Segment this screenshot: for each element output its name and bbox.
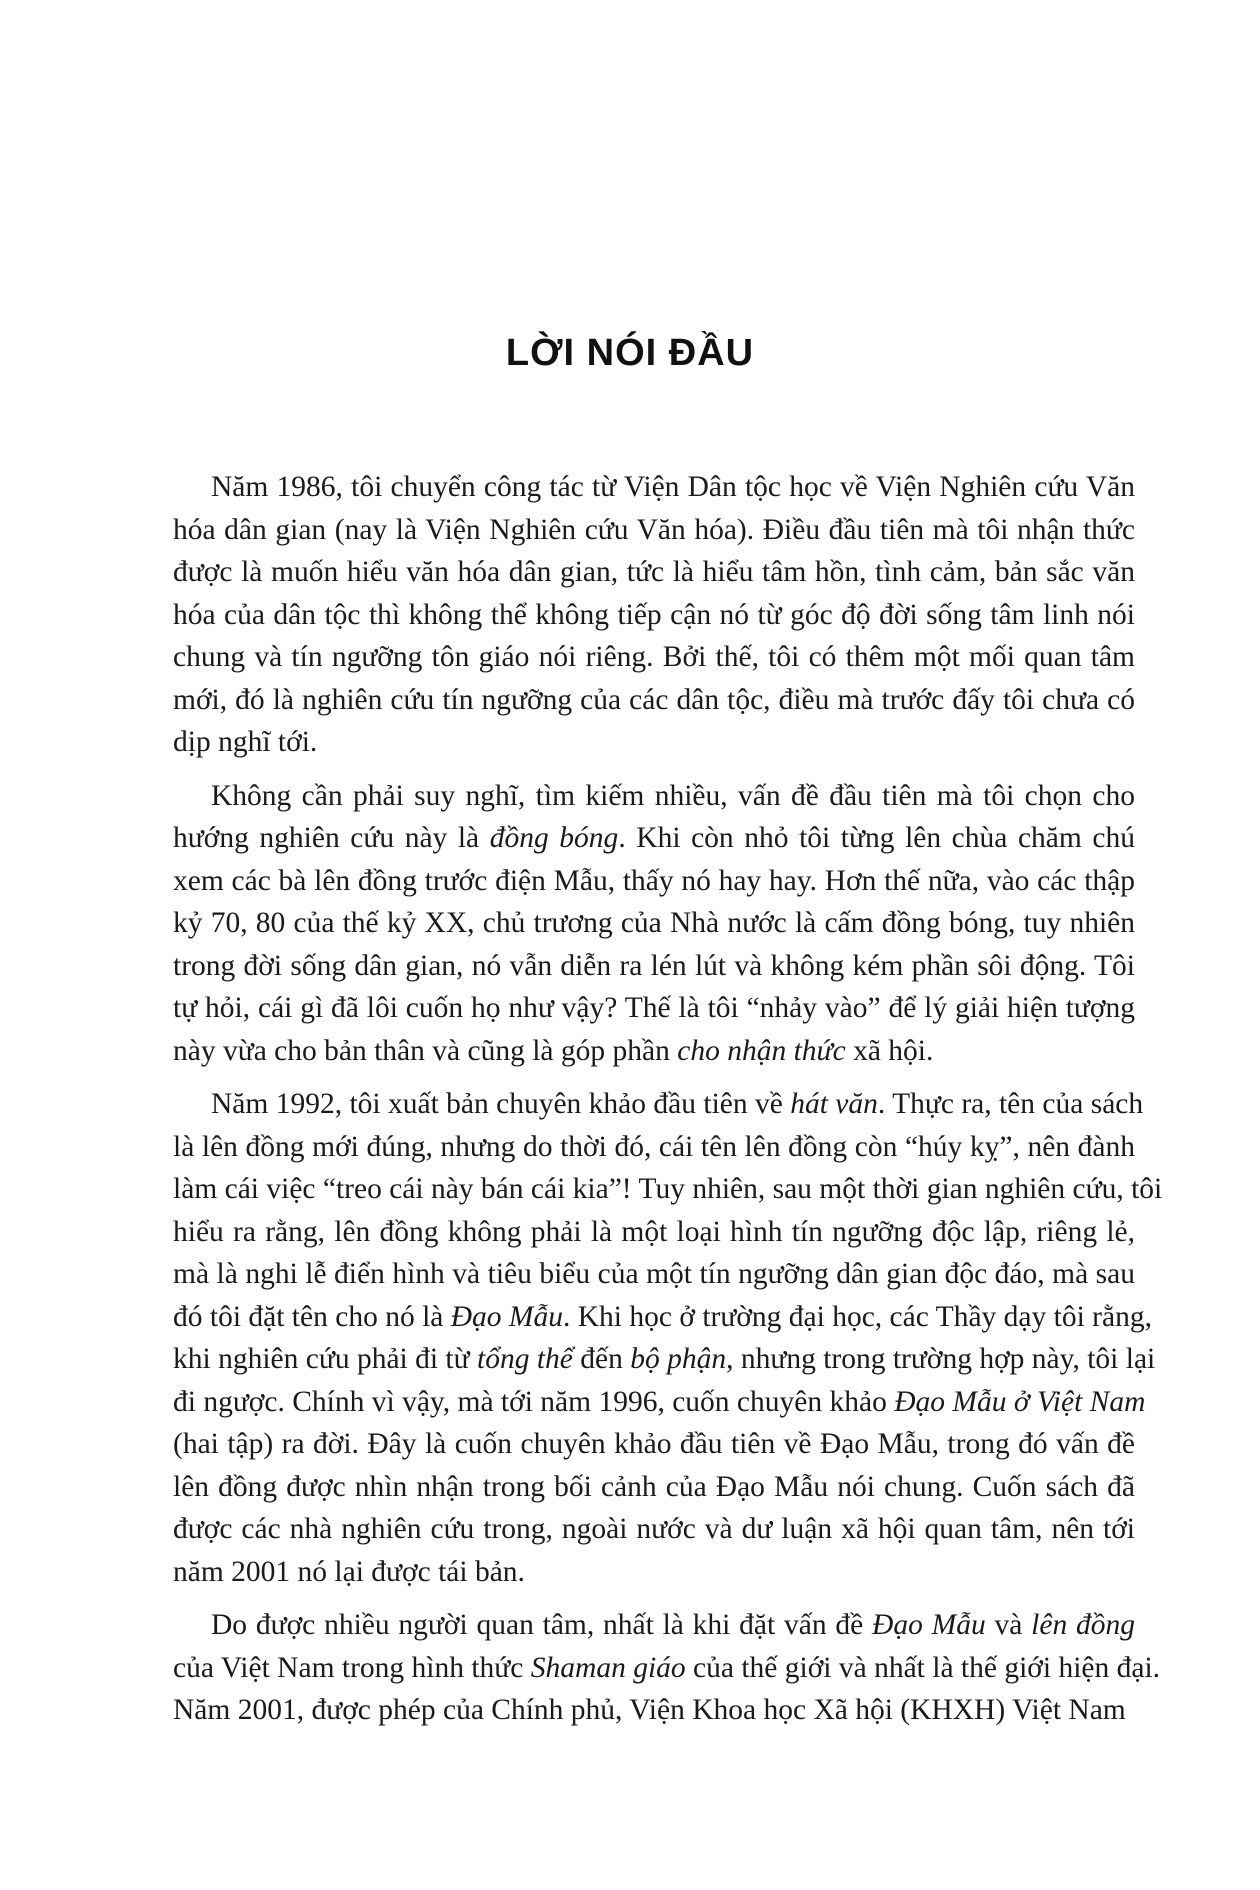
- italic-text: bộ phận: [630, 1343, 727, 1375]
- text-run: mới, đó là nghiên cứu tín ngưỡng của các dân tộc, điều mà trước đấy tôi chưa có: [173, 683, 1135, 716]
- text-run: của Việt Nam trong hình thức: [173, 1651, 531, 1684]
- italic-text: đồng bóng: [489, 822, 619, 854]
- text-line: [173, 721, 1135, 764]
- text-line: [173, 1168, 1163, 1211]
- text-run: lên đồng được nhìn nhận trong bối cảnh của Đạo Mẫu nói chung. Cuốn sách đã: [173, 1470, 1135, 1503]
- text-run: mà là nghi lễ điển hình và tiêu biểu của một tín ngưỡng dân gian độc đáo, mà sau: [173, 1258, 1135, 1290]
- text-run: Năm 2001, được phép của Chính phủ, Viện Khoa học Xã hội (KHXH) Việt Nam: [173, 1694, 1126, 1726]
- text-run: kỷ 70, 80 của thế kỷ XX, chủ trương của Nhà nước là cấm đồng bóng, tuy nhiên: [173, 907, 1135, 939]
- text-run: . Thực ra, tên của sách: [877, 1088, 1144, 1120]
- text-line: [173, 551, 1135, 594]
- text-line: [173, 1126, 1135, 1169]
- text-run: , nhưng trong trường hợp này, tôi lại: [726, 1343, 1156, 1375]
- text-run: (hai tập) ra đời. Đây là cuốn chuyên khảo đầu tiên về Đạo Mẫu, trong đó vấn đề: [173, 1428, 1135, 1460]
- text-line: [173, 860, 1135, 903]
- text-run: hiểu ra rằng, lên đồng không phải là một loại hình tín ngưỡng độc lập, riêng lẻ,: [173, 1215, 1135, 1248]
- text-run: Do được nhiều người quan tâm, nhất là khi đặt vấn đề: [211, 1609, 873, 1641]
- text-run: đi ngược. Chính vì vậy, mà tới năm 1996, cuốn chuyên khảo: [173, 1385, 895, 1418]
- text-run: được các nhà nghiên cứu trong, ngoài nước và dư luận xã hội quan tâm, nên tới: [173, 1513, 1135, 1545]
- italic-text: tổng thể: [477, 1343, 573, 1375]
- italic-text: Đạo Mẫu ở Việt Nam: [894, 1385, 1146, 1418]
- paragraph: [173, 1604, 1161, 1732]
- italic-text: cho nhận thức: [677, 1034, 846, 1067]
- text-line: [173, 594, 1135, 637]
- text-run: . Khi học ở trường đại học, các Thầy dạy tôi rằng,: [563, 1300, 1152, 1333]
- text-line: [173, 1604, 1135, 1647]
- text-run: năm 2001 nó lại được tái bản.: [173, 1555, 525, 1588]
- italic-text: lên đồng: [1031, 1609, 1135, 1641]
- text-run: hóa dân gian (nay là Viện Nghiên cứu Văn hóa). Điều đầu tiên mà tôi nhận thức: [173, 513, 1135, 546]
- text-line: [173, 679, 1135, 722]
- text-line: [173, 466, 1135, 509]
- text-run: hóa của dân tộc thì không thể không tiếp cận nó từ góc độ đời sống tâm linh nói: [173, 598, 1135, 631]
- text-line: [173, 945, 1135, 988]
- text-run: chung và tín ngưỡng tôn giáo nói riêng. Bởi thế, tôi có thêm một mối quan tâm: [173, 641, 1135, 673]
- text-run: này vừa cho bản thân và cũng là góp phần: [173, 1034, 678, 1067]
- text-run: xem các bà lên đồng trước điện Mẫu, thấy nó hay hay. Hơn thế nữa, vào các thập: [173, 864, 1135, 897]
- text-run: khi nghiên cứu phải đi từ: [173, 1343, 477, 1375]
- text-run: Không cần phải suy nghĩ, tìm kiếm nhiều, vấn đề đầu tiên mà tôi chọn cho: [211, 779, 1135, 812]
- paragraph: [173, 466, 1135, 764]
- text-run: là lên đồng mới đúng, nhưng do thời đó, cái tên lên đồng còn “húy kỵ”, nên đành: [173, 1130, 1135, 1163]
- text-line: [173, 817, 1135, 860]
- italic-text: Đạo Mẫu: [450, 1300, 563, 1333]
- text-run: xã hội.: [845, 1034, 934, 1067]
- text-line: [173, 1211, 1135, 1254]
- text-line: [173, 1296, 1152, 1339]
- page-title: LỜI NÓI ĐẦU: [505, 332, 755, 374]
- text-line: [173, 1551, 1135, 1594]
- text-line: [173, 1381, 1146, 1424]
- text-line: [173, 1253, 1135, 1296]
- text-line: [173, 1689, 1135, 1732]
- text-run: làm cái việc “treo cái này bán cái kia”! Tuy nhiên, sau một thời gian nghiên cứu, tôi: [173, 1173, 1163, 1205]
- text-line: [173, 1030, 1135, 1073]
- paragraph: [173, 775, 1135, 1073]
- text-line: [173, 636, 1135, 679]
- text-line: [173, 509, 1135, 552]
- text-run: của thế giới và nhất là thế giới hiện đại.: [685, 1651, 1161, 1684]
- text-line: [173, 1647, 1161, 1690]
- text-line: [173, 1423, 1135, 1466]
- text-run: dịp nghĩ tới.: [173, 726, 318, 758]
- text-run: . Khi còn nhỏ tôi từng lên chùa chăm chú: [618, 822, 1136, 854]
- text-run: và: [985, 1609, 1032, 1641]
- text-line: [173, 902, 1135, 945]
- text-run: Năm 1986, tôi chuyển công tác từ Viện Dân tộc học về Viện Nghiên cứu Văn: [211, 471, 1135, 503]
- paragraph: [173, 1083, 1163, 1593]
- text-run: hướng nghiên cứu này là: [173, 822, 490, 854]
- text-run: Năm 1992, tôi xuất bản chuyên khảo đầu tiên về: [211, 1088, 791, 1120]
- text-run: tự hỏi, cái gì đã lôi cuốn họ như vậy? Thế là tôi “nhảy vào” để lý giải hiện tượng: [173, 992, 1135, 1024]
- body-text: [173, 466, 1163, 1743]
- text-line: [173, 775, 1135, 818]
- text-run: đến: [572, 1343, 631, 1375]
- text-line: [173, 1338, 1156, 1381]
- text-run: đó tôi đặt tên cho nó là: [173, 1300, 451, 1333]
- italic-text: hát văn: [790, 1088, 878, 1120]
- text-line: [173, 987, 1135, 1030]
- text-line: [173, 1466, 1135, 1509]
- text-line: [173, 1083, 1144, 1126]
- text-run: được là muốn hiểu văn hóa dân gian, tức là hiểu tâm hồn, tình cảm, bản sắc văn: [173, 556, 1135, 588]
- italic-text: Shaman giáo: [530, 1651, 686, 1684]
- text-line: [173, 1508, 1135, 1551]
- text-run: trong đời sống dân gian, nó vẫn diễn ra lén lút và không kém phần sôi động. Tôi: [173, 949, 1135, 982]
- italic-text: Đạo Mẫu: [872, 1609, 986, 1641]
